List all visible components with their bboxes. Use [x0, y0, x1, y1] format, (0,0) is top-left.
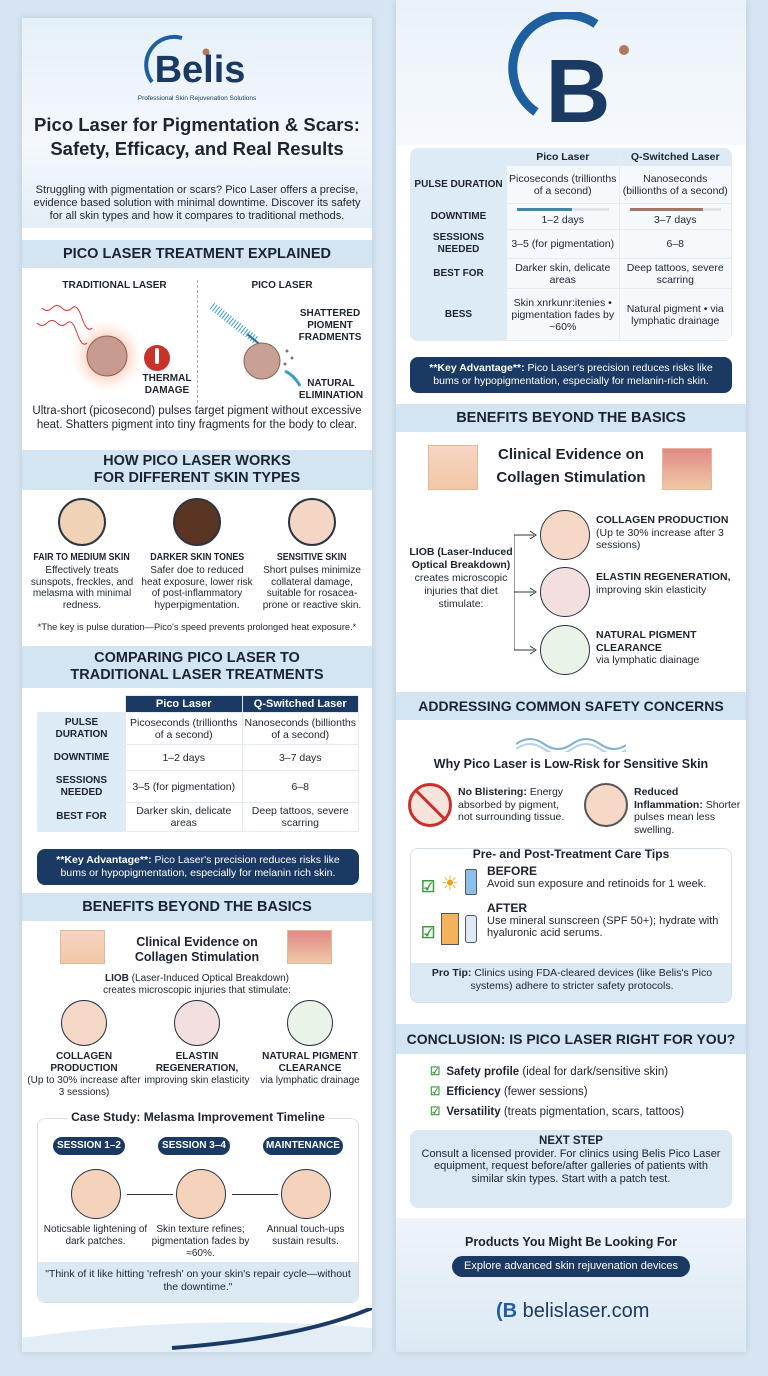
shattered-fragments-label: SHATTERED PIOMENT FRADMENTS [298, 308, 362, 343]
case-study-box [37, 1110, 359, 1303]
cell-q [619, 204, 732, 230]
conclusion-bold: Versatility [446, 1106, 501, 1118]
row-label: BEST FOR [411, 259, 507, 289]
pigment-clearance-icon [287, 1000, 333, 1046]
logo-swoosh-icon [122, 32, 272, 92]
benefit-text: via lymphatic diainage [596, 654, 700, 666]
before-text: Avoid sun exposure and retinoids for 1 week. [487, 878, 707, 890]
cell-q [242, 745, 359, 771]
conclusion-item [430, 1062, 684, 1082]
benefit-title: COLLAGEN PRODUCTION [50, 1051, 118, 1074]
cell-text: 3–7 days [278, 751, 322, 764]
benefit-title: NATURAL PIGMENT CLEARANCE [596, 629, 697, 654]
compare-heading-line1: COMPARING PICO LASER TO [94, 650, 300, 666]
reduced-inflammation-bold: Reduced Inflammation: [634, 786, 703, 811]
downtime-bar-fill [517, 208, 572, 211]
svg-text:B: B [545, 42, 611, 137]
conclusion-text: (treats pigmentation, scars, tattoos) [500, 1106, 685, 1118]
no-blistering-desc: Energy absorbed by pigment, not surrounding tissue. [458, 786, 565, 823]
cell-text: 3–5 (for pigmentation) [132, 780, 236, 793]
cell-q [619, 166, 732, 204]
benefit-text: via lymphatic drainage [260, 1075, 360, 1086]
cell-pico [507, 259, 620, 289]
skin-type-title: FAIR TO MEDIUM SKIN [33, 552, 131, 563]
section-heading-explained: PICO LASER TREATMENT EXPLAINED [22, 240, 372, 268]
cell-pico [126, 745, 243, 771]
page-title [22, 113, 372, 161]
inflammation-icon [584, 783, 628, 827]
row-label: BEST FOR [38, 803, 126, 832]
right-infographic-panel [396, 0, 746, 1352]
skin-type-item [25, 552, 139, 611]
before-label: BEFORE [487, 864, 538, 878]
pico-laser-label: PICO LASER [251, 280, 313, 291]
elastin-icon [174, 1000, 220, 1046]
branch-arrows-icon [514, 530, 539, 655]
benefit-title: COLLAGEN PRODUCTION [596, 514, 729, 526]
next-step-text: Consult a licensed provider. For clinics using Belis Pico Laser equipment, request before/after galleries of patients with similar skin types. Start with a patch test. [421, 1147, 721, 1185]
downtime-bar [630, 208, 722, 211]
stage-badge: SESSION 3–4 [158, 1137, 230, 1155]
liob-bold: LIOB [105, 973, 129, 984]
row-label: SESSIONS NEEDED [38, 771, 126, 803]
key-advantage-banner [410, 357, 732, 393]
cell-text: 1–2 days [162, 751, 206, 764]
cell-q [619, 289, 732, 341]
conclusion-bold: Efficiency [446, 1086, 501, 1098]
pico-laser-illustration-icon [207, 296, 307, 396]
cell-text: 6–8 [291, 780, 310, 793]
cell-text: Picoseconds (trillionths of a second) [509, 172, 617, 197]
conclusion-text: (ideal for dark/sensitive skin) [519, 1066, 669, 1078]
wave-decoration-icon [516, 732, 626, 752]
stage-badge: MAINTENANCE [263, 1137, 343, 1155]
section-heading-benefits: BENEFITS BEYOND THE BASICS [396, 404, 746, 432]
cell-text: Deep tattoos, severe scarring [626, 261, 724, 286]
benefit-title: ELASTIN REGENERATION, [596, 571, 731, 583]
key-advantage-banner [37, 849, 359, 885]
face-avatar-icon [173, 498, 221, 546]
cell-text: Nanoseconds (billionths of a second) [244, 716, 356, 741]
clinical-line2: Collagen Stimulation [496, 469, 646, 486]
stage-badge: SESSION 1–2 [53, 1137, 125, 1155]
liob-line2: creates microscopic injuries that stimulate: [103, 985, 291, 996]
key-advantage-text: Pico Laser's precision reduces risks like bums or hypopigmentation, especially for melanin-rich skin. [433, 362, 713, 387]
checkbox-icon: ☑ [421, 879, 436, 896]
skin-types-note: *The key is pulse duration—Pico's speed prevents prolonged heat exposure.* [37, 622, 357, 632]
cell-text: Darker skin, delicate areas [515, 261, 611, 286]
cell-q [619, 230, 732, 259]
cell-text: Skin xnrkunr:itenies • pigmentation fades by ~60% [511, 296, 615, 333]
cell-text: Picoseconds (trillionths of a second) [130, 716, 238, 741]
section-heading-conclusion: CONCLUSION: IS PICO LASER RIGHT FOR YOU? [396, 1024, 746, 1054]
case-study-title: Case Study: Melasma Improvement Timeline [68, 1110, 328, 1124]
website-link[interactable] [496, 1300, 649, 1323]
row-label: PULSE DURATION [411, 166, 507, 204]
benefit-item [596, 514, 742, 552]
skin-type-text: Safer doe to reduced heat exposure, lower risk of post-inflammatory hyperpigmentation. [141, 565, 253, 611]
section-heading-safety: ADDRESSING COMMON SAFETY CONCERNS [396, 692, 746, 720]
reduced-inflammation-text [634, 786, 744, 836]
key-advantage-text: Pico Laser's precision reduces risks like bums or hypopigmentation, especially for melanin rich skin. [60, 854, 340, 879]
liob-rest: (Laser-Induced Optical Breakdown) [128, 973, 289, 984]
row-label: SESSIONS NEEDED [411, 230, 507, 259]
key-advantage-bold: **Key Advantage**: [429, 362, 525, 374]
table-row [411, 289, 732, 341]
key-advantage-bold: **Key Advantage**: [56, 854, 152, 866]
table-row [38, 713, 359, 745]
table-row [38, 745, 359, 771]
benefit-title: ELASTIN REGENERATION, [155, 1051, 239, 1074]
sun-icon: ☀ [441, 873, 459, 895]
before-step [487, 864, 729, 891]
serum-bottle-icon [465, 915, 477, 943]
care-tips-box [410, 848, 732, 1003]
benefit-text: (Up te 30% increase after 3 sessions) [596, 526, 724, 551]
cell-text: 3–7 days [653, 213, 697, 226]
skin-type-title-row [25, 552, 139, 564]
case-study-quote: "Think of it like hitting 'refresh' on your skin's repair cycle—without the downtime." [38, 1262, 358, 1302]
comparison-table [37, 695, 359, 832]
cell-pico [507, 289, 620, 341]
cell-pico [126, 713, 243, 745]
row-label: DOWNTIME [411, 204, 507, 230]
products-heading: Products You Might Be Looking For [464, 1235, 678, 1249]
table-row [411, 259, 732, 289]
checkbox-icon: ☑ [430, 1086, 441, 1098]
downtime-bar [517, 208, 609, 211]
cell-text: Nanoseconds (billionths of a second) [622, 172, 728, 197]
pro-tip-bold: Pro Tip: [431, 967, 472, 979]
cell-text: Darker skin, delicate areas [136, 805, 232, 829]
conclusion-item [430, 1082, 684, 1102]
skin-progress-icon [176, 1169, 226, 1219]
benefit-item [596, 629, 742, 667]
traditional-laser-label: TRADITIONAL LASER [62, 280, 167, 291]
natural-elimination-label: NATURAL ELIMINATION [298, 378, 364, 401]
title-line2: Safety, Efficacy, and Real Results [50, 138, 344, 159]
skin-progress-icon [281, 1169, 331, 1219]
cell-q [242, 771, 359, 803]
clinical-line2: Collagen Stimulation [134, 950, 260, 964]
belis-b-logo-icon [506, 12, 636, 137]
table-row [411, 204, 732, 230]
row-label: PULSE DURATION [38, 713, 126, 745]
skin-progress-icon [71, 1169, 121, 1219]
benefit-item [253, 1051, 367, 1087]
no-blister-icon [408, 783, 452, 827]
brand-tagline: Professional Skin Rejuvenation Solutions [137, 95, 257, 102]
section-heading-skin-types [22, 450, 372, 490]
retinoid-bottle-icon [465, 869, 477, 895]
col-qswitched: Q-Switched Laser [242, 696, 359, 713]
benefit-item [27, 1051, 141, 1098]
logo-wordmark: Belis [154, 49, 246, 91]
cell-text: 3–5 (for pigmentation) [511, 238, 615, 250]
liob-text [406, 546, 516, 611]
collagen-icon [61, 1000, 107, 1046]
explore-devices-button[interactable]: Explore advanced skin rejuvenation devices [452, 1256, 690, 1277]
next-step-box [410, 1130, 732, 1208]
cell-pico [507, 230, 620, 259]
cell-text: Deep tattoos, severe scarring [251, 805, 349, 829]
liob-text [42, 973, 352, 997]
section-heading-comparing [22, 646, 372, 688]
table-row [411, 230, 732, 259]
skin-type-item [255, 552, 369, 611]
benefit-title: NATURAL PIGMENT CLEARANCE [262, 1051, 358, 1074]
face-avatar-icon [58, 498, 106, 546]
explained-caption: Ultra-short (picosecond) pulses target pigment without excessive heat. Shatters pigment into tiny fragments for the body to clear. [32, 405, 362, 431]
intro-text: Struggling with pigmentation or scars? Pico Laser offers a precise, evidence based solution with minimal downtime. Discover its safety for all skin types and how it compares to traditional methods. [33, 184, 361, 222]
skin-layer-icon [60, 930, 105, 964]
stage-text: Skin texture refines; pigmentation fades by ≈60%. [151, 1224, 250, 1259]
pro-tip-text: Clinics using FDA-cleared devices (like Belis's Pico systems) adhere to stricter safety protocols. [470, 967, 713, 992]
table-row [38, 771, 359, 803]
section-heading-benefits: BENEFITS BEYOND THE BASICS [22, 893, 372, 921]
conclusion-text: (fewer sessions) [500, 1086, 588, 1098]
checkbox-icon: ☑ [421, 925, 436, 942]
conclusion-item [430, 1102, 684, 1122]
website-text: belislaser.com [522, 1300, 650, 1322]
after-step [487, 901, 729, 940]
cell-pico [126, 771, 243, 803]
stage-text: Noticsable lightening of dark patches. [43, 1224, 148, 1247]
clinical-line1: Clinical Evidence on [136, 935, 258, 949]
benefit-item [596, 571, 742, 596]
skin-heading-line2: FOR DIFFERENT SKIN TYPES [93, 470, 301, 486]
cell-q [242, 713, 359, 745]
cell-text: 1–2 days [541, 213, 585, 226]
table-row [411, 166, 732, 204]
row-label: BESS [411, 289, 507, 341]
elastin-icon [540, 567, 590, 617]
belis-logo [22, 32, 372, 102]
cell-q [242, 803, 359, 832]
collagen-icon [540, 510, 590, 560]
next-step-title: NEXT STEP [539, 1135, 603, 1147]
bottom-wave-decoration [22, 1308, 372, 1352]
liob-rest: creates microscopic injuries that diet stimulate: [414, 572, 508, 610]
cell-text: 6–8 [666, 238, 685, 250]
thermal-damage-label: THERMAL DAMAGE [142, 373, 192, 396]
pro-tip [411, 963, 732, 1003]
cell-q [619, 259, 732, 289]
arrow-icon [127, 1194, 173, 1195]
cell-pico [507, 166, 620, 204]
benefit-text: (Up to 30% increase after 3 sessions) [27, 1075, 141, 1098]
title-line1: Pico Laser for Pigmentation & Scars: [34, 114, 360, 135]
safety-subtitle: Why Pico Laser is Low-Risk for Sensitive Skin [433, 757, 709, 771]
care-tips-title: Pre- and Post-Treatment Care Tips [472, 848, 670, 861]
col-pico: Pico Laser [507, 149, 620, 166]
skin-type-title: DARKER SKIN TONES [150, 552, 244, 563]
skin-damaged-layer-icon [662, 448, 712, 490]
skin-heading-line1: HOW PICO LASER WORKS [103, 453, 291, 469]
conclusion-bold: Safety profile [446, 1066, 520, 1078]
after-text: Use mineral sunscreen (SPF 50+); hydrate with hyaluronic acid serums. [487, 914, 719, 939]
skin-layer-icon [428, 445, 478, 490]
table-row [38, 803, 359, 832]
col-qswitched: Q-Switched Laser [619, 149, 732, 166]
benefit-text: improving skin elasticity [596, 583, 707, 596]
skin-type-title-row [255, 552, 369, 564]
skin-type-item [140, 552, 254, 611]
reduced-inflammation-desc: Shorter pulses mean less swelling. [634, 798, 741, 836]
col-pico: Pico Laser [126, 696, 243, 713]
skin-type-title-row [140, 552, 254, 564]
downtime-bar-fill [630, 208, 703, 211]
row-label: DOWNTIME [38, 745, 126, 771]
benefit-text: improving skin elasticity [144, 1075, 250, 1086]
skin-type-text: Short pulses minimize collateral damage, suitable for rosacea-prone or reactive skin. [262, 565, 362, 611]
face-avatar-icon [288, 498, 336, 546]
cell-pico [126, 803, 243, 832]
divider [197, 280, 198, 408]
checkbox-icon: ☑ [430, 1106, 441, 1118]
belis-small-logo-icon: (B [496, 1300, 518, 1322]
cell-text: Natural pigment • via lymphatic drainage [626, 302, 724, 327]
arrow-icon [232, 1194, 278, 1195]
care-steps [487, 864, 729, 940]
skin-type-title: SENSITIVE SKIN [277, 552, 347, 563]
no-blistering-bold: No Blistering: [458, 786, 527, 798]
checkbox-icon: ☑ [430, 1066, 441, 1078]
cell-pico [507, 204, 620, 230]
liob-bold: LIOB (Laser-Induced Optical Breakdown) [409, 546, 513, 571]
after-label: AFTER [487, 900, 527, 915]
compare-heading-line2: TRADITIONAL LASER TREATMENTS [70, 667, 324, 683]
benefit-item [140, 1051, 254, 1087]
left-infographic-panel [22, 18, 372, 1352]
no-blistering-text [458, 786, 574, 824]
skin-type-text: Effectively treats sunspots, freckles, and melasma with minimal redness. [30, 565, 134, 611]
comparison-table-right [410, 148, 732, 341]
stage-text: Annual touch-ups sustain results. [266, 1224, 345, 1247]
pigment-clearance-icon [540, 625, 590, 675]
clinical-line1: Clinical Evidence on [498, 446, 644, 463]
sunscreen-icon [441, 913, 459, 945]
skin-damaged-layer-icon [287, 930, 332, 964]
